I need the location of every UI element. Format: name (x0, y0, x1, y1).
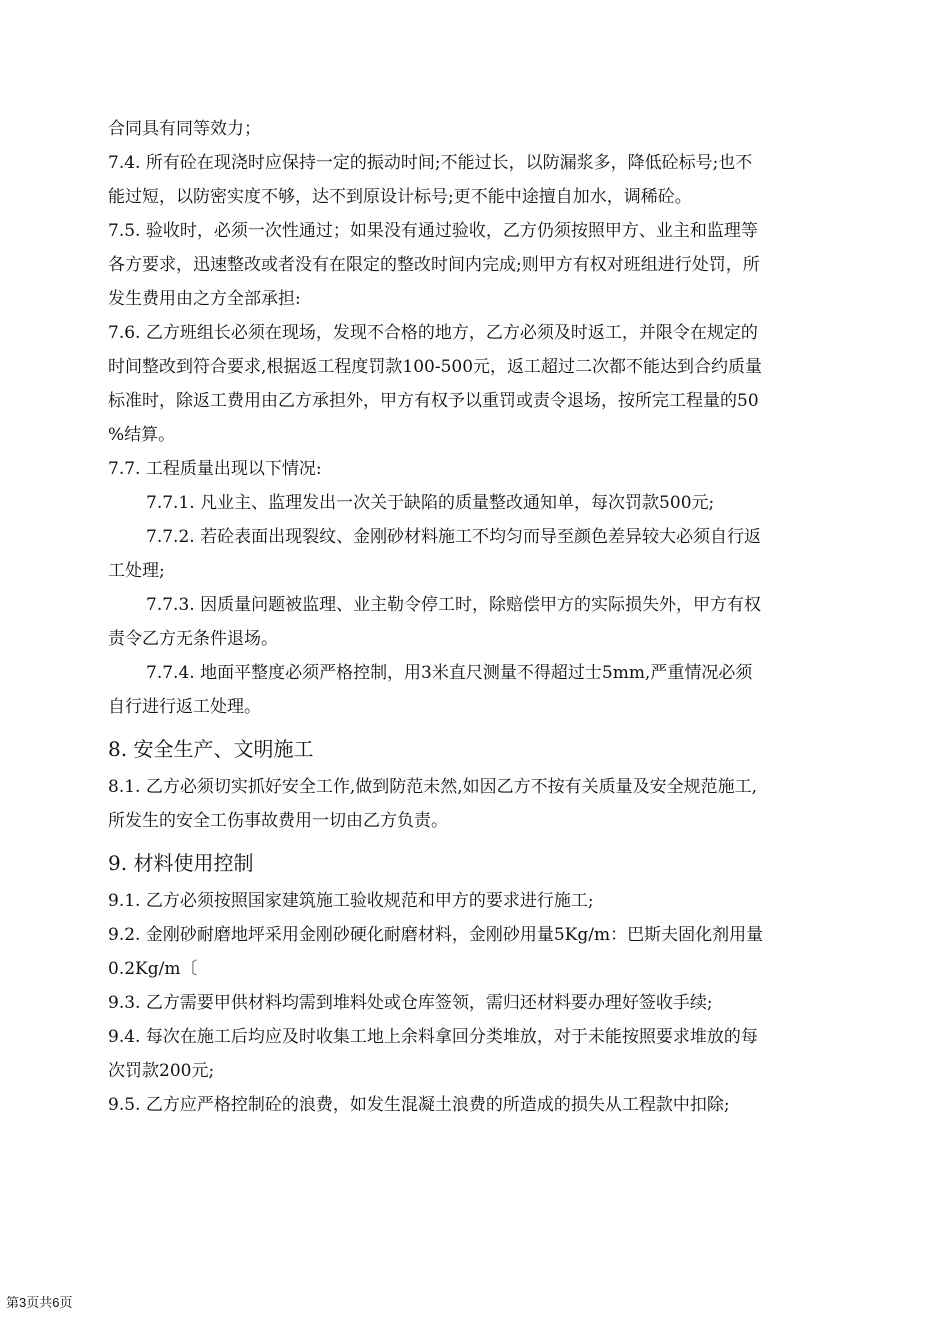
text-line: %结算。 (108, 425, 176, 445)
sub-clause (108, 486, 848, 520)
paragraph (108, 146, 848, 214)
heading-text: 8. 安全生产、文明施工 (108, 737, 314, 761)
section-heading (108, 846, 848, 880)
text-line: 7.7.3. 因质量问题被监理、业主勒令停工时，除赔偿甲方的实际损失外，甲方有权 (146, 595, 762, 615)
paragraph (108, 986, 848, 1020)
paragraph (108, 452, 848, 486)
heading-text: 9. 材料使用控制 (108, 851, 254, 875)
paragraph (108, 1088, 848, 1122)
text-line: 7.4. 所有砼在现浇时应保持一定的振动时间;不能过长，以防漏浆多，降低砼标号;也不 (108, 153, 753, 173)
text-line: 发生费用由之方全部承担: (108, 289, 301, 309)
text-line: 标准时，除返工费用由乙方承担外，甲方有权予以重罚或责令退场，按所完工程量的50 (108, 391, 759, 411)
sub-clause (108, 520, 848, 588)
text-line: 8.1. 乙方必须切实抓好安全工作,做到防范未然,如因乙方不按有关质量及安全规范施工, (108, 777, 758, 797)
text-line: 自行进行返工处理。 (108, 697, 261, 717)
text-line: 9.1. 乙方必须按照国家建筑施工验收规范和甲方的要求进行施工; (108, 891, 594, 911)
text-line: 9.4. 每次在施工后均应及时收集工地上余料拿回分类堆放，对于未能按照要求堆放的每 (108, 1027, 758, 1047)
text-line: 7.7.1. 凡业主、监理发出一次关于缺陷的质量整改通知单，每次罚款500元; (146, 493, 715, 513)
text-line: 7.7.2. 若砼表面出现裂纹、金刚砂材料施工不均匀而导至颜色差异较大必须自行返 (146, 527, 762, 547)
text-line: 时间整改到符合要求,根据返工程度罚款100-500元，返工超过二次都不能达到合约质量 (108, 357, 763, 377)
page-number: 第3页共6页 (6, 1295, 73, 1310)
paragraph (108, 316, 848, 452)
paragraph (108, 918, 848, 986)
section-heading (108, 732, 848, 766)
text-line: 7.5. 验收时，必须一次性通过；如果没有通过验收，乙方仍须按照甲方、业主和监理等 (108, 221, 758, 241)
text-line: 工处理; (108, 561, 165, 581)
paragraph (108, 770, 848, 838)
text-line: 9.3. 乙方需要甲供材料均需到堆料处或仓库签领，需归还材料要办理好签收手续; (108, 993, 713, 1013)
paragraph (108, 884, 848, 918)
paragraph (108, 214, 848, 316)
document-body (108, 112, 848, 1122)
sub-clause (108, 588, 848, 656)
text-line: 各方要求，迅速整改或者没有在限定的整改时间内完成;则甲方有权对班组进行处罚，所 (108, 255, 760, 275)
text-line: 所发生的安全工伤事故费用一切由乙方负责。 (108, 811, 448, 831)
text-line: 责令乙方无条件退场。 (108, 629, 278, 649)
text-line: 能过短，以防密实度不够，达不到原设计标号;更不能中途擅自加水，调稀砼。 (108, 187, 692, 207)
text-line: 9.2. 金刚砂耐磨地坪采用金刚砂硬化耐磨材料，金刚砂用量5Kg/m：巴斯夫固化剂用量 (108, 925, 764, 945)
text-line: 7.6. 乙方班组长必须在现场，发现不合格的地方，乙方必须及时返工，并限令在规定的 (108, 323, 758, 343)
paragraph (108, 1020, 848, 1088)
text-line: 9.5. 乙方应严格控制砼的浪费，如发生混凝土浪费的所造成的损失从工程款中扣除; (108, 1095, 730, 1115)
text-line: 7.7.4. 地面平整度必须严格控制，用3米直尺测量不得超过士5mm,严重情况必须 (146, 663, 753, 683)
text-line: 0.2Kg/m〔 (108, 959, 198, 979)
paragraph (108, 112, 848, 146)
text-line: 7.7. 工程质量出现以下情况: (108, 459, 322, 479)
sub-clause (108, 656, 848, 724)
text-line: 合同具有同等效力； (108, 119, 261, 139)
text-line: 次罚款200元; (108, 1061, 215, 1081)
